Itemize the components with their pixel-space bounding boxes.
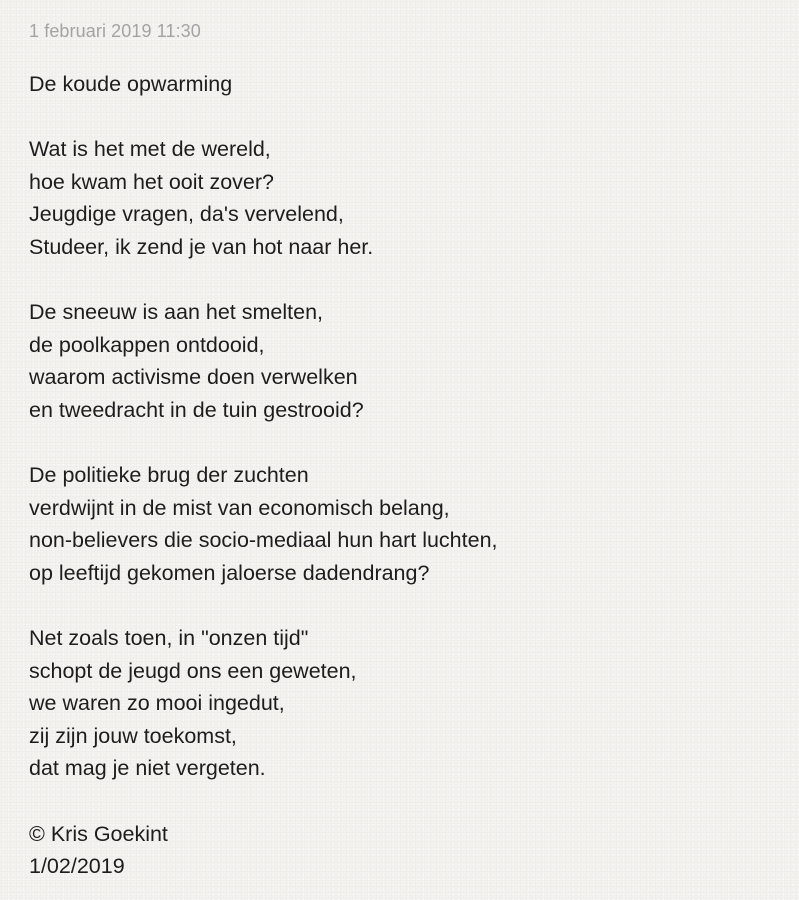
- poem-line: waarom activisme doen verwelken: [29, 365, 358, 389]
- poem-line: Jeugdige vragen, da's vervelend,: [29, 202, 344, 226]
- note-timestamp: 1 februari 2019 11:30: [29, 21, 201, 41]
- poem-line: non-believers die socio-mediaal hun hart luchten,: [29, 528, 498, 552]
- signature-author: © Kris Goekint: [29, 821, 168, 846]
- poem-line: we waren zo mooi ingedut,: [29, 691, 285, 715]
- note-body[interactable]: [29, 18, 779, 882]
- poem-line: zij zijn jouw toekomst,: [29, 723, 237, 748]
- poem-line: op leeftijd gekomen jaloerse dadendrang?: [29, 560, 430, 585]
- poem-line: en tweedracht in de tuin gestrooid?: [29, 397, 364, 422]
- note-title: De koude opwarming: [29, 72, 233, 96]
- stanza-4: [29, 622, 779, 785]
- poem-line: schopt de jeugd ons een geweten,: [29, 658, 357, 683]
- poem-line: De politieke brug der zuchten: [29, 463, 309, 487]
- poem-line: De sneeuw is aan het smelten,: [29, 300, 323, 324]
- signature: [29, 818, 779, 882]
- stanza-3: [29, 459, 779, 589]
- poem-line: dat mag je niet vergeten.: [29, 756, 266, 780]
- poem-line: Studeer, ik zend je van hot naar her.: [29, 234, 374, 259]
- poem-line: Wat is het met de wereld,: [29, 137, 271, 161]
- poem-line: hoe kwam het ooit zover?: [29, 169, 274, 194]
- poem-line: de poolkappen ontdooid,: [29, 332, 265, 357]
- stanza-2: [29, 296, 779, 426]
- poem-line: Net zoals toen, in "onzen tijd": [29, 626, 309, 650]
- poem-line: verdwijnt in de mist van economisch belang,: [29, 495, 450, 520]
- stanza-1: [29, 133, 779, 263]
- signature-date: 1/02/2019: [29, 853, 125, 878]
